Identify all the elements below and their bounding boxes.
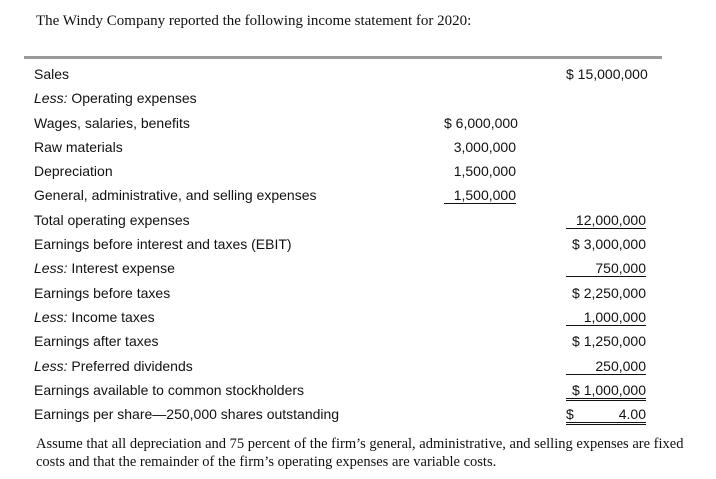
row-total: $ 15,000,000 — [566, 66, 648, 82]
row-less-taxes — [34, 305, 654, 329]
row-total: $ 1,250,000 — [572, 333, 646, 350]
row-ebit — [34, 232, 654, 256]
statement-top-rule — [24, 56, 662, 59]
row-less-preferred-dividends — [34, 354, 654, 378]
row-less-interest — [34, 256, 654, 280]
dollar-sign: $ — [566, 406, 574, 423]
row-label: Earnings available to common stockholders — [34, 381, 305, 398]
row-label: Earnings before taxes — [34, 284, 171, 301]
row-sales — [34, 62, 654, 86]
row-ebt — [34, 281, 654, 305]
row-label: Earnings per share—250,000 shares outstanding — [34, 406, 340, 423]
less-prefix: Less: — [34, 90, 68, 107]
row-gas-expenses — [34, 183, 654, 207]
row-label: Raw materials — [34, 138, 123, 155]
row-total: $ 3,000,000 — [572, 236, 646, 253]
row-total: 250,000 — [566, 358, 646, 375]
row-amount: 3,000,000 — [453, 138, 516, 155]
row-less-operating-expenses — [34, 86, 654, 110]
row-label: Earnings before interest and taxes (EBIT) — [34, 236, 292, 253]
less-prefix: Less: — [34, 308, 68, 325]
row-label: Total operating expenses — [34, 211, 190, 228]
less-prefix: Less: — [34, 260, 68, 277]
row-total: 12,000,000 — [566, 212, 646, 229]
row-amount: $ 6,000,000 — [444, 114, 518, 131]
row-total: 1,000,000 — [566, 309, 646, 326]
row-wages — [34, 111, 654, 135]
row-eat — [34, 329, 654, 353]
row-total-operating-expenses — [34, 208, 654, 232]
row-amount: 1,500,000 — [444, 187, 516, 204]
outro-text: Assume that all depreciation and 75 percent of the firm’s general, administrative, and selling expenses are fixed costs and that the remainder of the firm’s operating expenses are variable costs. — [36, 436, 684, 470]
income-statement — [34, 62, 654, 426]
row-raw-materials — [34, 135, 654, 159]
row-label: Wages, salaries, benefits — [34, 114, 190, 131]
row-total: $ 4.00 — [566, 406, 646, 425]
row-label: Less: Preferred dividends — [34, 357, 193, 374]
row-label: Sales — [34, 66, 70, 82]
row-amount: 1,500,000 — [453, 163, 516, 180]
row-label: Less: Income taxes — [34, 308, 155, 325]
row-depreciation — [34, 159, 654, 183]
less-prefix: Less: — [34, 357, 68, 374]
row-label: Less: Operating expenses — [34, 90, 197, 107]
row-eps — [34, 402, 654, 426]
row-earnings-available — [34, 378, 654, 402]
row-label: General, administrative, and selling expenses — [34, 187, 317, 204]
row-total: $ 1,000,000 — [566, 382, 646, 401]
intro-text: The Windy Company reported the following income statement for 2020: — [36, 13, 472, 29]
row-total: $ 2,250,000 — [572, 284, 646, 301]
row-label: Less: Interest expense — [34, 260, 175, 277]
row-total: 750,000 — [566, 260, 646, 277]
row-label: Earnings after taxes — [34, 333, 159, 350]
row-label: Depreciation — [34, 163, 113, 180]
